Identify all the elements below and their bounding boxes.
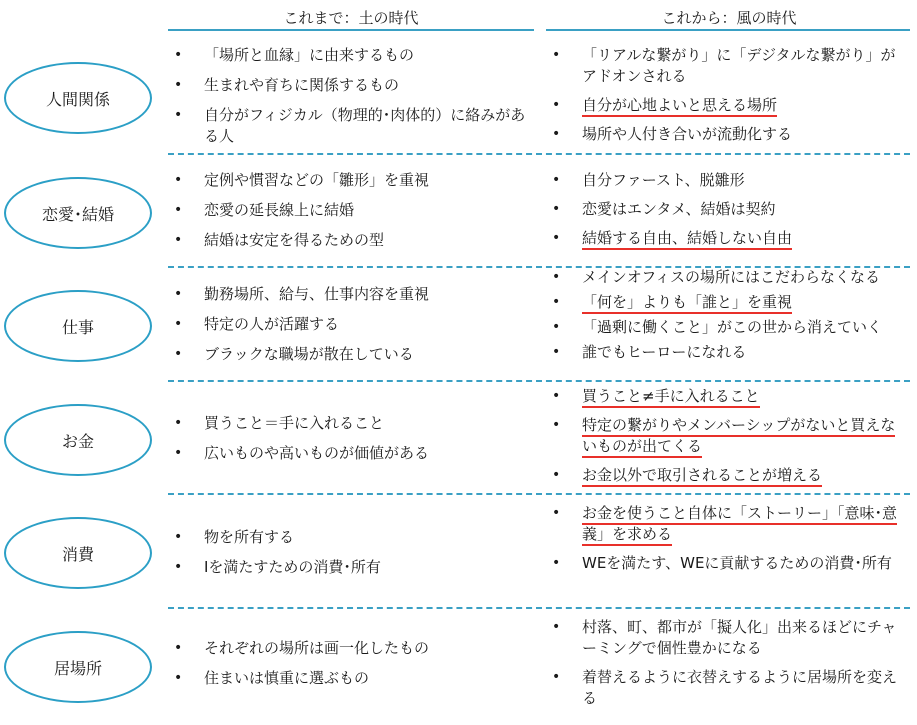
before-item: • 生まれや育ちに関係するもの: [168, 75, 534, 96]
before-item: • それぞれの場所は画一化したもの: [168, 638, 534, 659]
highlighted-text: 「何を」よりも「誰と」を重視: [582, 293, 792, 314]
before-list: [168, 45, 534, 156]
after-item: [546, 553, 910, 574]
header-before-underline: [168, 29, 534, 31]
category-oval: 恋愛･結婚: [4, 177, 152, 249]
row-separator: [168, 266, 910, 268]
after-item: [546, 45, 910, 87]
before-item: • Iを満たすための消費･所有: [168, 557, 534, 578]
highlighted-text: 買うこと≠手に入れること: [582, 387, 760, 408]
before-item: • 広いものや高いものが価値がある: [168, 443, 534, 464]
after-item: [546, 667, 910, 709]
after-item: [546, 228, 910, 249]
before-list: [168, 638, 534, 698]
row-separator: [168, 153, 910, 155]
highlighted-text: お金を使うこと自体に「ストーリー」「意味･意義」を求める: [582, 504, 897, 546]
row-separator: [168, 607, 910, 609]
category-oval: 人間関係: [4, 62, 152, 134]
item-text: 「過剰に働くこと」がこの世から消えていく: [582, 318, 883, 336]
after-item: [546, 386, 910, 407]
after-item: [546, 317, 910, 338]
item-text: 「リアルな繋がり」に「デジタルな繋がり」がアドオンされる: [582, 46, 896, 85]
before-list: [168, 527, 534, 587]
item-text: 村落、町、都市が「擬人化」出来るほどにチャーミングで個性豊かになる: [582, 618, 897, 657]
before-item: • 「場所と血縁」に由来するもの: [168, 45, 534, 66]
after-item: [546, 503, 910, 545]
before-item: • 住まいは慎重に選ぶもの: [168, 668, 534, 689]
before-list: [168, 170, 534, 260]
before-list: [168, 284, 534, 374]
category-oval: お金: [4, 404, 152, 476]
after-list: [546, 170, 910, 257]
header-after: これから：風の時代: [661, 9, 797, 27]
item-text: 場所や人付き合いが流動化する: [582, 125, 793, 143]
after-list: [546, 267, 910, 367]
header-before: これまで：土の時代: [283, 9, 419, 27]
item-text: 自分ファースト、脱雛形: [582, 171, 745, 189]
item-text: 着替えるように衣替えするように居場所を変える: [582, 668, 898, 707]
after-item: [546, 199, 910, 220]
after-item: [546, 617, 910, 659]
after-list: [546, 617, 910, 717]
before-list: [168, 413, 534, 473]
before-item: • 特定の人が活躍する: [168, 314, 534, 335]
before-item: • 定例や慣習などの「雛形」を重視: [168, 170, 534, 191]
before-item: • 勤務場所、給与、仕事内容を重視: [168, 284, 534, 305]
category-oval: 消費: [4, 517, 152, 589]
after-item: [546, 342, 910, 363]
before-item: • 物を所有する: [168, 527, 534, 548]
highlighted-text: 自分が心地よいと思える場所: [582, 96, 777, 117]
before-item: • 自分がフィジカル（物理的･肉体的）に絡みがある人: [168, 105, 534, 147]
item-text: メインオフィスの場所にはこだわらなくなる: [582, 268, 881, 286]
after-item: [546, 95, 910, 116]
after-item: [546, 170, 910, 191]
highlighted-text: 特定の繋がりやメンバーシップがないと買えないものが出てくる: [582, 416, 895, 458]
after-list: [546, 386, 910, 494]
item-text: 恋愛はエンタメ、結婚は契約: [582, 200, 776, 218]
before-item: • ブラックな職場が散在している: [168, 344, 534, 365]
before-item: • 恋愛の延長線上に結婚: [168, 200, 534, 221]
row-separator: [168, 493, 910, 495]
after-item: [546, 415, 910, 457]
category-oval: 居場所: [4, 631, 152, 703]
before-item: • 結婚は安定を得るための型: [168, 230, 534, 251]
highlighted-text: お金以外で取引されることが増える: [582, 466, 822, 487]
after-item: [546, 292, 910, 313]
after-list: [546, 45, 910, 153]
before-item: • 買うこと＝手に入れること: [168, 413, 534, 434]
header-after-underline: [546, 29, 910, 31]
item-text: 誰でもヒーローになれる: [582, 343, 747, 361]
after-item: [546, 124, 910, 145]
category-oval: 仕事: [4, 290, 152, 362]
highlighted-text: 結婚する自由、結婚しない自由: [582, 229, 792, 250]
after-item: [546, 465, 910, 486]
after-item: [546, 267, 910, 288]
item-text: WEを満たす、WEに貢献するための消費･所有: [582, 554, 892, 572]
after-list: [546, 503, 910, 582]
row-separator: [168, 380, 910, 382]
